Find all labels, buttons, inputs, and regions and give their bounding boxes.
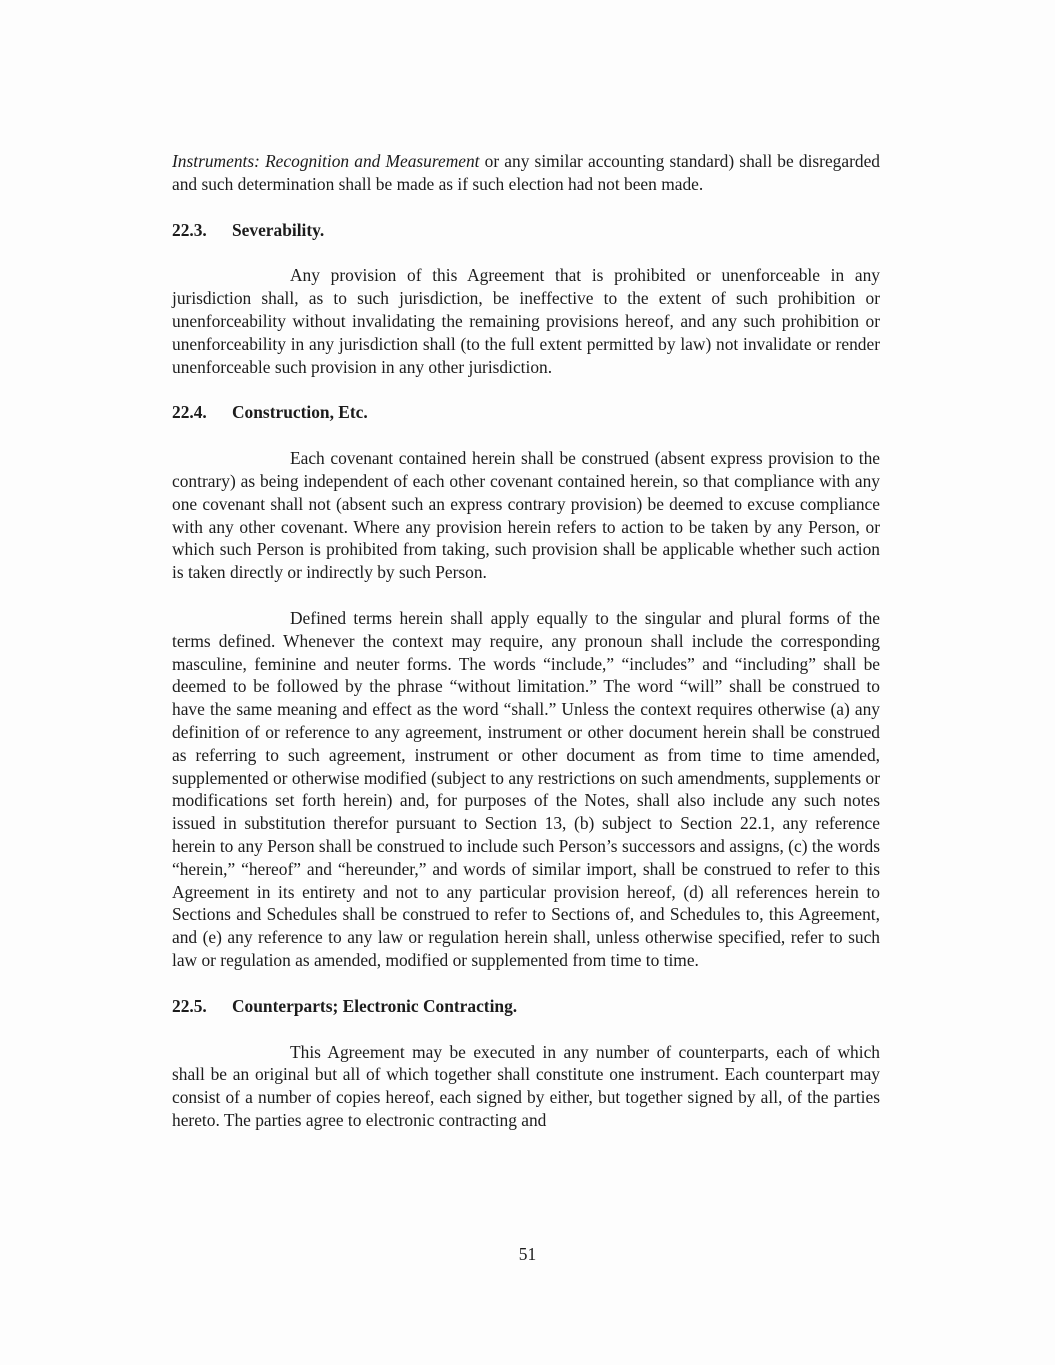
construction-paragraph-2: Defined terms herein shall apply equally to the singular and plural forms of the terms defined. Whenever the context may require, any pronoun shall include the corresponding masculine, feminine and neuter forms. The words “include,” “includes” and “including” shall be deemed to be followed by the phrase “without limitation.” The word “will” shall be construed to have the same meaning and effect as the word “shall.” Unless the context requires otherwise (a) any definition of or reference to any agreement, instrument or other document herein shall be construed as referring to such agreement, instrument or other document as from time to time amended, supplemented or otherwise modified (subject to any restrictions on such amendments, supplements or modifications set forth herein) and, for purposes of the Notes, shall also include any such notes issued in substitution therefor pursuant to Section 13, (b) subject to Section 22.1, any reference herein to any Person shall be construed to include such Person’s successors and assigns, (c) the words “herein,” “hereof” and “hereunder,” and words of similar import, shall be construed to refer to this Agreement in its entirety and not to any particular provision hereof, (d) all references herein to Sections and Schedules shall be construed to refer to Sections of, and Schedules to, this Agreement, and (e) any reference to any law or regulation herein shall, unless otherwise specified, refer to such law or regulation as amended, modified or supplemented from time to time. <box>172 607 880 970</box>
section-number: 22.4. <box>172 402 207 423</box>
intro-paragraph <box>172 150 880 196</box>
page-number: 51 <box>518 1244 537 1264</box>
severability-paragraph: Any provision of this Agreement that is prohibited or unenforceable in any jurisdiction shall, as to such jurisdiction, be ineffective to the extent of such prohibition or unenforceability without invalidating the remaining provisions hereof, and any such prohibition or unenforceability in any jurisdiction shall (to the full extent permitted by law) not invalidate or render unenforceable such provision in any other jurisdiction. <box>172 265 880 377</box>
section-number: 22.5. <box>172 995 207 1016</box>
page-body <box>172 150 880 1132</box>
counterparts-paragraph: This Agreement may be executed in any number of counterparts, each of which shall be an original but all of which together shall constitute one instrument. Each counterpart may consist of a number of copies hereof, each signed by either, but together signed by all, of the parties hereto. The parties agree to electronic contracting and <box>172 1041 880 1130</box>
construction-paragraph-1: Each covenant contained herein shall be construed (absent express provision to the contrary) as being independent of each other covenant contained herein, so that compliance with any one covenant shall not (absent such an express contrary provision) be deemed to excuse compliance with any other covenant. Where any provision herein refers to action to be taken by any Person, or which such Person is prohibited from taking, such provision shall be applicable whether such action is taken directly or indirectly by such Person. <box>172 448 880 583</box>
section-title: Counterparts; Electronic Contracting. <box>232 995 518 1016</box>
intro-text: or any similar accounting standard) shall be disregarded and such determination shall be made as if such election had not been made. <box>172 151 880 194</box>
section-number: 22.3. <box>172 219 207 240</box>
section-heading-counterparts <box>172 995 880 1018</box>
section-title: Severability. <box>232 219 325 240</box>
section-title: Construction, Etc. <box>232 402 368 423</box>
intro-italic-text: Instruments: Recognition and Measurement <box>172 151 480 171</box>
section-heading-severability <box>172 219 880 242</box>
section-heading-construction <box>172 401 880 424</box>
